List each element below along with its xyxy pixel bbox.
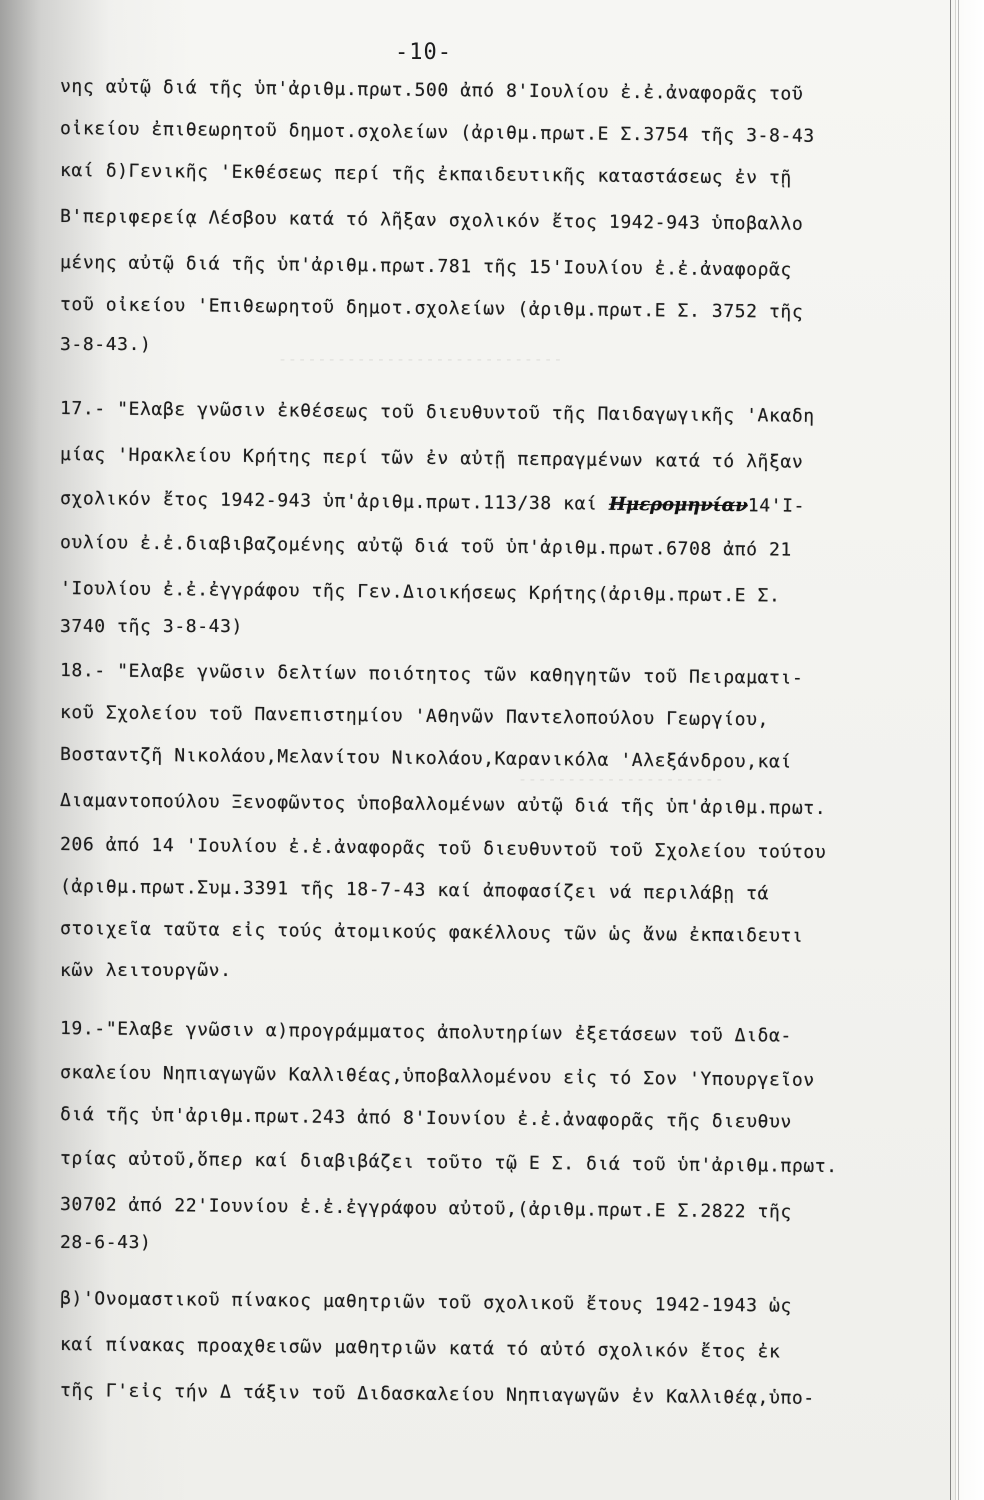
text-line: 3740 τῆς 3-8-43) [60,616,243,637]
text-line: 28-6-43) [60,1232,152,1253]
text-line: 30702 ἀπό 22'Ιουνίου ἐ.ἐ.ἐγγράφου αὐτοῦ,(ἀριθμ.πρωτ.Ε Σ.2822 τῆς [59,1194,793,1223]
text-line: (ἀριθμ.πρωτ.Συμ.3391 τῆς 18-7-43 καί ἀποφασίζει νά περιλάβῃ τά [59,876,770,905]
text-line: διά τῆς ὑπ'ἀριθμ.πρωτ.243 ἀπό 8'Ιουνίου ἐ.ἐ.ἀναφορᾶς τῆς διευθυν [59,1104,793,1133]
text-line: μίας 'Ηρακλείου Κρήτης περί τῶν ἐν αὐτῇ πεπραγμένων κατά τό λῆξαν [59,444,804,473]
bleed-through-text: - - - - - - - - - - - - - - - - - - - - - - - - - - - - - [280,350,561,368]
text-line [60,488,805,517]
margin-line [950,0,951,1500]
margin-line [958,0,959,1500]
text-line: Διαμαντοπούλου Ξενοφῶντος ὑποβαλλομένων αὐτῷ διά τῆς ὑπ'ἀριθμ.πρωτ. [59,790,827,820]
text-line: 17.- "Ελαβε γνῶσιν ἐκθέσεως τοῦ διευθυντοῦ τῆς Παιδαγωγικῆς 'Ακαδη [59,398,815,427]
text-line: κῶν λειτουργῶν. [60,960,232,981]
page-edge [955,0,984,1500]
text-line: σκαλείου Νηπιαγωγῶν Καλλιθέας,ὑποβαλλομένου εἰς τό Σον 'Υπουργεῖον [59,1062,815,1091]
text-line: ουλίου ἐ.ἐ.διαβιβαζομένης αὐτῷ διά τοῦ ὑπ'ἀριθμ.πρωτ.6708 ἀπό 21 [59,532,793,561]
text-line: Β'περιφερείᾳ Λέσβου κατά τό λῆξαν σχολικόν ἔτος 1942-943 ὑποβαλλο [59,206,804,235]
text-line: οἰκείου ἐπιθεωρητοῦ δημοτ.σχολείων (ἀριθμ.πρωτ.Ε Σ.3754 τῆς 3-8-43 [59,118,815,147]
text-line: 19.-"Ελαβε γνῶσιν α)προγράμματος ἀπολυτηρίων ἐξετάσεων τοῦ Διδα- [59,1018,793,1047]
text-line: νης αὐτῷ διά τῆς ὑπ'ἀριθμ.πρωτ.500 ἀπό 8'Ιουλίου ἐ.ἐ.ἀναφορᾶς τοῦ [59,76,804,105]
bleed-through-text: - - - - - - - - - - - - - - - - - - - - - [520,770,722,788]
text-line: 'Ιουλίου ἐ.ἐ.ἐγγράφου τῆς Γεν.Διοικήσεως Κρήτης(ἀριθμ.πρωτ.Ε Σ. [59,578,781,607]
text-line: Βοσταντζῆ Νικολάου,Μελανίτου Νικολάου,Καρανικόλα 'Αλεξάνδρου,καί [59,744,793,773]
text-line: β)'Ονομαστικοῦ πίνακος μαθητριῶν τοῦ σχολικοῦ ἔτους 1942-1943 ὡς [59,1288,793,1317]
text-line: μένης αὐτῷ διά τῆς ὑπ'ἀριθμ.πρωτ.781 τῆς 15'Ιουλίου ἐ.ἐ.ἀναφορᾶς [59,252,793,281]
handwritten-strikeout: Ημερομηνίαν [608,493,748,517]
text-line: τρίας αὐτοῦ,ὅπερ καί διαβιβάζει τοῦτο τῷ Ε Σ. διά τοῦ ὑπ'ἀριθμ.πρωτ. [59,1148,838,1178]
page-number: -10- [395,40,452,65]
text-line: 206 ἀπό 14 'Ιουλίου ἐ.ἐ.ἀναφορᾶς τοῦ διευθυντοῦ τοῦ Σχολείου τούτου [59,834,827,864]
text-line: 18.- "Ελαβε γνῶσιν δελτίων ποιότητος τῶν καθηγητῶν τοῦ Πειραματι- [59,660,804,689]
text-line-start: σχολικόν ἔτος 1942-943 ὑπ'ἀριθμ.πρωτ.113/38 καί [59,488,610,515]
text-line-continuation: 14'Ι- [747,495,806,517]
text-line: τοῦ οἰκείου 'Επιθεωρητοῦ δημοτ.σχολείων (ἀριθμ.πρωτ.Ε Σ. 3752 τῆς [59,294,804,323]
text-line: 3-8-43.) [60,334,152,355]
text-line: τῆς Γ'εἰς τήν Δ τάξιν τοῦ Διδασκαλείου Νηπιαγωγῶν ἐν Καλλιθέᾳ,ὑπο- [59,1380,815,1409]
text-line: καί δ)Γενικῆς 'Εκθέσεως περί τῆς ἐκπαιδευτικῆς καταστάσεως ἐν τῇ [59,160,793,189]
text-line: καί πίνακας προαχθεισῶν μαθητριῶν κατά τό αὐτό σχολικόν ἔτος ἐκ [59,1334,781,1363]
text-line: στοιχεῖα ταῦτα εἰς τούς ἀτομικούς φακέλλους τῶν ὡς ἄνω ἐκπαιδευτι [59,918,804,947]
text-line: κοῦ Σχολείου τοῦ Πανεπιστημίου 'Αθηνῶν Παντελοπούλου Γεωργίου, [59,702,770,731]
